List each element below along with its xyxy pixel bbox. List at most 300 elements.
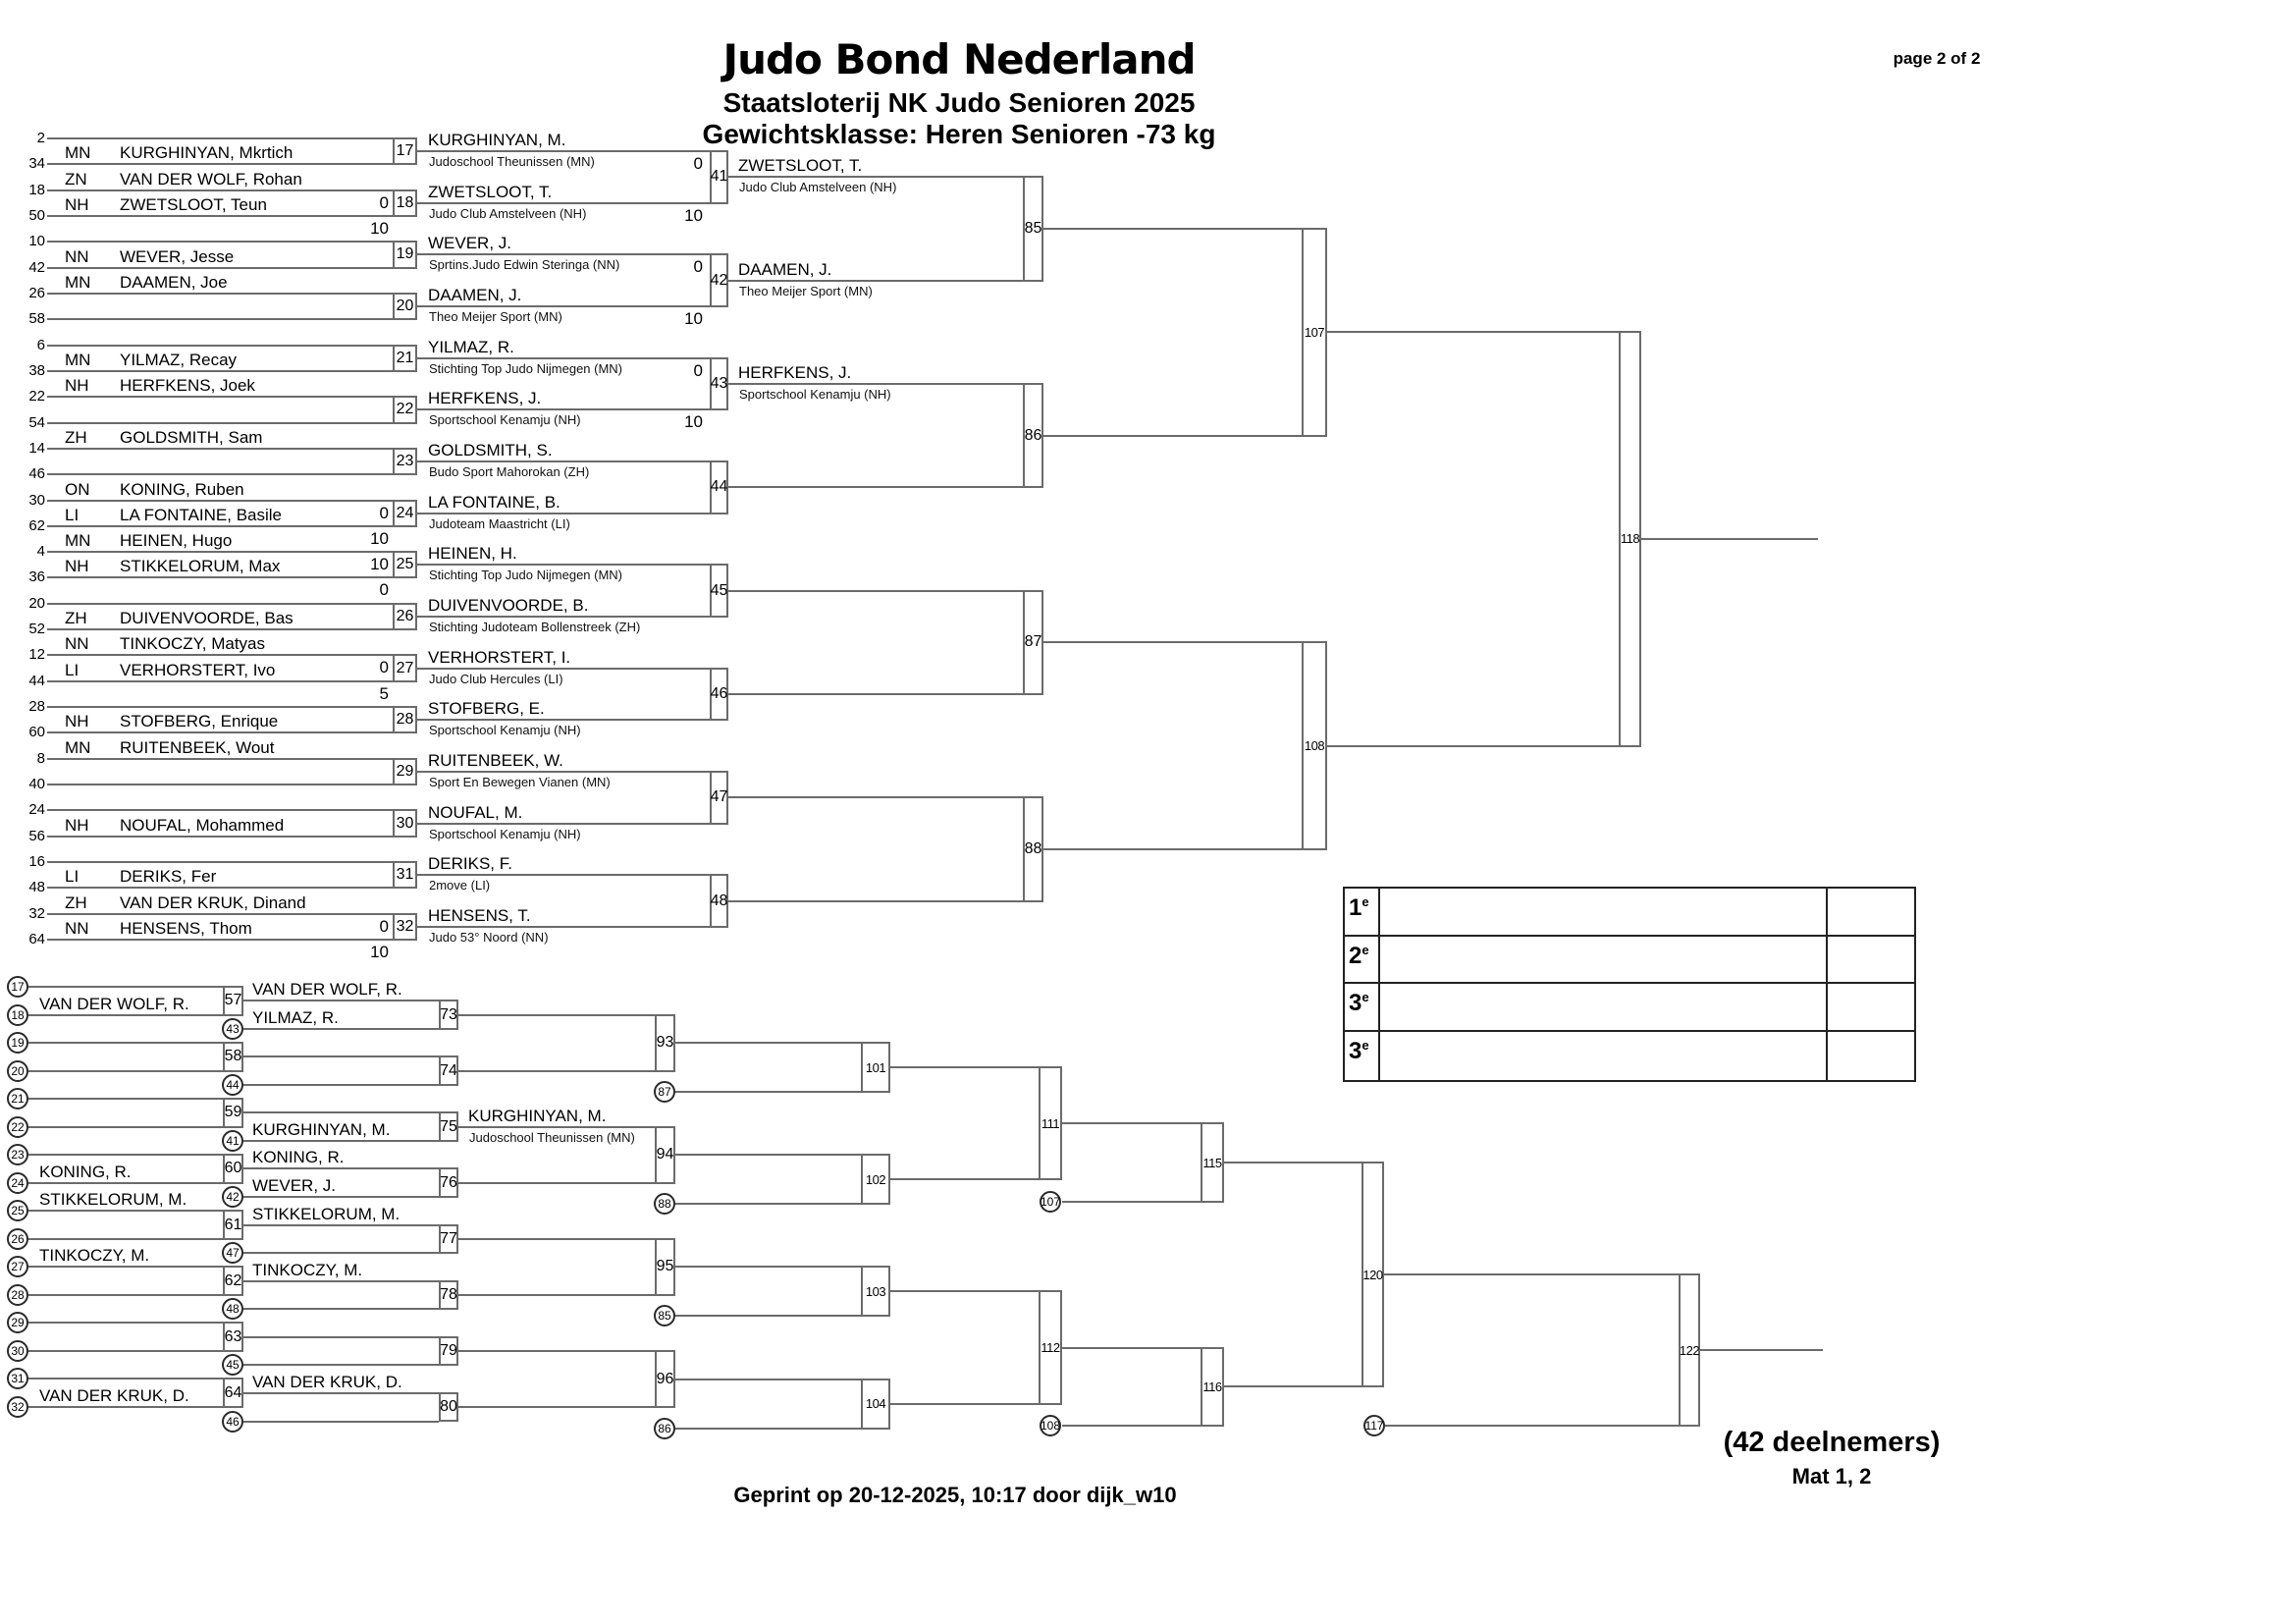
bracket-line bbox=[28, 1182, 223, 1184]
score-label: 0 bbox=[693, 154, 703, 174]
page-header bbox=[566, 35, 1352, 150]
seed-number: 26 bbox=[28, 284, 45, 301]
placement-name-cell-4 bbox=[1380, 1032, 1828, 1080]
match-number: 75 bbox=[440, 1117, 457, 1135]
bracket-line bbox=[28, 1210, 223, 1212]
player-name: RUITENBEEK, W. bbox=[428, 750, 563, 770]
player-name: HENSENS, Thom bbox=[120, 919, 252, 938]
bracket-line bbox=[47, 706, 393, 708]
player-name: VAN DER WOLF, Rohan bbox=[120, 169, 302, 189]
bracket-line bbox=[47, 680, 393, 682]
bracket-line bbox=[417, 305, 710, 307]
loser-drop-circle-86: 86 bbox=[654, 1418, 675, 1439]
club-label: Stichting Top Judo Nijmegen (MN) bbox=[429, 360, 623, 376]
match-box-60 bbox=[223, 1154, 243, 1184]
region-code: NH bbox=[65, 712, 89, 731]
club-label: Sprtins.Judo Edwin Steringa (NN) bbox=[429, 257, 620, 273]
match-box-107 bbox=[1302, 228, 1327, 437]
match-number: 80 bbox=[440, 1398, 457, 1416]
participants-count: (42 deelnemers) bbox=[1723, 1427, 1941, 1458]
bracket-line bbox=[728, 280, 1023, 282]
bracket-line bbox=[675, 1266, 861, 1268]
bracket-line bbox=[28, 1350, 223, 1352]
bracket-line bbox=[417, 564, 710, 566]
match-box-46 bbox=[710, 668, 728, 722]
player-name: YILMAZ, Recay bbox=[120, 350, 238, 369]
seed-number: 38 bbox=[28, 361, 45, 379]
score-label: 0 bbox=[379, 192, 389, 212]
player-name: WEVER, Jesse bbox=[120, 246, 235, 266]
bracket-line bbox=[47, 551, 393, 553]
placement-name-cell-2 bbox=[1380, 937, 1828, 983]
score-label: 0 bbox=[379, 580, 389, 600]
match-number: 112 bbox=[1041, 1340, 1060, 1356]
match-number: 61 bbox=[224, 1216, 242, 1233]
player-name: LA FONTAINE, Basile bbox=[120, 505, 283, 524]
loser-drop-circle-42: 42 bbox=[222, 1186, 243, 1208]
final-winner-line bbox=[1641, 538, 1818, 540]
bracket-line bbox=[417, 150, 710, 152]
score-label: 10 bbox=[370, 555, 389, 574]
match-number: 20 bbox=[396, 298, 414, 315]
loser-entry-circle-32: 32 bbox=[7, 1396, 28, 1418]
bracket-line bbox=[47, 189, 393, 191]
bracket-line bbox=[47, 836, 393, 838]
match-number: 115 bbox=[1202, 1155, 1222, 1170]
player-name: HENSENS, T. bbox=[428, 905, 531, 925]
match-number: 60 bbox=[224, 1160, 242, 1177]
match-box-95 bbox=[655, 1238, 675, 1296]
bracket-line bbox=[28, 1014, 223, 1016]
bracket-line bbox=[728, 900, 1023, 902]
player-name: STIKKELORUM, Max bbox=[120, 557, 281, 576]
club-label: Sportschool Kenamju (NH) bbox=[429, 826, 581, 841]
loser-entry-circle-19: 19 bbox=[7, 1032, 28, 1054]
bracket-line bbox=[458, 1406, 655, 1408]
bracket-line bbox=[890, 1403, 1039, 1405]
seed-number: 64 bbox=[28, 931, 45, 947]
bracket-line bbox=[1224, 1385, 1362, 1387]
bracket-line bbox=[47, 345, 393, 347]
match-box-59 bbox=[223, 1098, 243, 1128]
match-box-22 bbox=[393, 396, 417, 423]
region-code: MN bbox=[65, 350, 91, 369]
bracket-line bbox=[47, 809, 393, 811]
bracket-line bbox=[47, 861, 393, 863]
seed-number: 60 bbox=[28, 724, 45, 741]
player-name: DERIKS, F. bbox=[428, 854, 512, 874]
loser-drop-circle-47: 47 bbox=[222, 1242, 243, 1264]
seed-number: 30 bbox=[28, 491, 45, 509]
seed-number: 12 bbox=[28, 646, 45, 664]
loser-entry-circle-18: 18 bbox=[7, 1004, 28, 1026]
seed-number: 56 bbox=[28, 827, 45, 844]
score-label: 10 bbox=[370, 528, 389, 548]
placement-extra-cell-1 bbox=[1828, 889, 1914, 935]
repechage-player-name: KURGHINYAN, M. bbox=[252, 1120, 391, 1140]
print-info: Geprint op 20-12-2025, 10:17 door dijk_w10 bbox=[733, 1483, 1177, 1507]
match-number: 77 bbox=[440, 1229, 457, 1247]
match-box-64 bbox=[223, 1378, 243, 1408]
seed-number: 54 bbox=[28, 413, 45, 431]
player-name: KURGHINYAN, M. bbox=[428, 131, 566, 150]
bracket-line bbox=[47, 137, 393, 139]
match-number: 101 bbox=[865, 1059, 886, 1075]
match-number: 21 bbox=[396, 349, 414, 366]
match-box-122 bbox=[1679, 1273, 1700, 1427]
bracket-line bbox=[47, 422, 393, 424]
bracket-line bbox=[417, 408, 710, 410]
bracket-line bbox=[243, 1392, 439, 1394]
bracket-line bbox=[47, 241, 393, 243]
seed-number: 8 bbox=[36, 749, 45, 767]
loser-drop-circle-48: 48 bbox=[222, 1298, 243, 1320]
bracket-line bbox=[675, 1315, 861, 1317]
match-box-45 bbox=[710, 564, 728, 618]
bracket-line bbox=[47, 448, 393, 450]
match-box-103 bbox=[861, 1266, 890, 1317]
repechage-player-name: TINKOCZY, M. bbox=[252, 1260, 363, 1279]
match-number: 58 bbox=[224, 1048, 242, 1065]
match-box-24 bbox=[393, 500, 417, 527]
placement-extra-cell-3 bbox=[1828, 984, 1914, 1030]
match-box-43 bbox=[710, 357, 728, 411]
match-number: 18 bbox=[396, 193, 414, 211]
score-label: 0 bbox=[379, 503, 389, 522]
match-number: 28 bbox=[396, 711, 414, 729]
bracket-line bbox=[243, 1084, 439, 1086]
seed-number: 6 bbox=[36, 336, 45, 353]
match-box-85 bbox=[1023, 176, 1043, 281]
player-name: YILMAZ, R. bbox=[428, 337, 514, 356]
bracket-line bbox=[417, 460, 710, 462]
match-number: 30 bbox=[396, 814, 414, 832]
page-number: page 2 of 2 bbox=[1893, 49, 1981, 68]
match-number: 116 bbox=[1202, 1379, 1222, 1394]
bracket-line bbox=[417, 874, 710, 876]
loser-entry-circle-22: 22 bbox=[7, 1116, 28, 1138]
bracket-line bbox=[47, 784, 393, 785]
match-number: 85 bbox=[1024, 220, 1042, 238]
match-box-29 bbox=[393, 758, 417, 785]
seed-number: 34 bbox=[28, 155, 45, 173]
club-label: Theo Meijer Sport (MN) bbox=[429, 309, 562, 325]
match-box-61 bbox=[223, 1210, 243, 1240]
bracket-line bbox=[458, 1182, 655, 1184]
loser-drop-circle-117: 117 bbox=[1363, 1415, 1385, 1436]
loser-entry-circle-20: 20 bbox=[7, 1060, 28, 1082]
bracket-line bbox=[243, 1055, 439, 1057]
bracket-line bbox=[728, 796, 1023, 798]
seed-number: 24 bbox=[28, 801, 45, 819]
region-code: ZH bbox=[65, 893, 87, 912]
match-number: 27 bbox=[396, 659, 414, 676]
repechage-player-name: VAN DER WOLF, R. bbox=[252, 980, 402, 1000]
match-number: 118 bbox=[1620, 531, 1640, 547]
region-code: MN bbox=[65, 737, 91, 757]
bracket-line bbox=[47, 163, 393, 165]
bracket-line bbox=[1043, 641, 1302, 643]
match-number: 93 bbox=[656, 1034, 674, 1052]
loser-entry-circle-24: 24 bbox=[7, 1172, 28, 1194]
bracket-line bbox=[243, 1280, 439, 1282]
match-box-25 bbox=[393, 551, 417, 578]
bracket-line bbox=[243, 1336, 439, 1338]
loser-entry-circle-25: 25 bbox=[7, 1200, 28, 1221]
player-name: GOLDSMITH, S. bbox=[428, 441, 553, 460]
bracket-line bbox=[47, 525, 393, 527]
seed-number: 36 bbox=[28, 568, 45, 586]
club-label: Budo Sport Mahorokan (ZH) bbox=[429, 464, 590, 480]
seed-number: 48 bbox=[28, 879, 45, 896]
seed-number: 18 bbox=[28, 181, 45, 198]
seed-number: 52 bbox=[28, 621, 45, 638]
player-name: DAAMEN, Joe bbox=[120, 272, 228, 292]
category-title: Gewichtsklasse: Heren Senioren -73 kg bbox=[702, 119, 1216, 149]
match-box-47 bbox=[710, 771, 728, 825]
repechage-player-name: YILMAZ, R. bbox=[252, 1008, 339, 1028]
match-number: 24 bbox=[396, 504, 414, 521]
bracket-line bbox=[1062, 1425, 1201, 1427]
match-box-104 bbox=[861, 1379, 890, 1430]
score-label: 10 bbox=[684, 309, 703, 329]
match-number: 23 bbox=[396, 453, 414, 470]
match-box-74 bbox=[439, 1055, 458, 1086]
repechage-entry-name: VAN DER WOLF, R. bbox=[39, 994, 189, 1013]
placement-row-3 bbox=[1345, 984, 1914, 1032]
match-number: 63 bbox=[224, 1327, 242, 1345]
region-code: ON bbox=[65, 479, 90, 499]
seed-number: 44 bbox=[28, 672, 45, 689]
loser-entry-circle-21: 21 bbox=[7, 1088, 28, 1109]
match-box-86 bbox=[1023, 383, 1043, 488]
bracket-line bbox=[675, 1042, 861, 1044]
match-box-120 bbox=[1362, 1162, 1384, 1387]
match-number: 94 bbox=[656, 1146, 674, 1163]
score-label: 10 bbox=[370, 943, 389, 961]
bracket-line bbox=[28, 1098, 223, 1100]
bracket-line bbox=[28, 1266, 223, 1268]
bracket-line bbox=[28, 1322, 223, 1324]
player-name: ZWETSLOOT, Teun bbox=[120, 194, 267, 214]
bracket-line bbox=[47, 473, 393, 475]
region-code: ZH bbox=[65, 609, 87, 628]
match-number: 29 bbox=[396, 762, 414, 780]
match-number: 104 bbox=[865, 1396, 886, 1412]
player-name: DUIVENVOORDE, Bas bbox=[120, 609, 294, 628]
seed-number: 22 bbox=[28, 388, 45, 406]
bracket-line bbox=[1062, 1347, 1201, 1349]
match-box-27 bbox=[393, 654, 417, 681]
bracket-line bbox=[417, 253, 710, 255]
bracket-line bbox=[47, 939, 393, 941]
match-box-79 bbox=[439, 1336, 458, 1367]
match-number: 17 bbox=[396, 142, 414, 160]
match-box-111 bbox=[1039, 1066, 1062, 1180]
match-number: 103 bbox=[865, 1283, 886, 1299]
bracket-line bbox=[243, 1308, 439, 1310]
bracket-line bbox=[1385, 1425, 1679, 1427]
player-name: DAAMEN, J. bbox=[738, 259, 832, 279]
bracket-line bbox=[47, 293, 393, 295]
match-box-102 bbox=[861, 1154, 890, 1205]
bracket-line bbox=[1062, 1201, 1201, 1203]
bracket-line bbox=[1224, 1162, 1362, 1163]
player-name: HERFKENS, Joek bbox=[120, 376, 255, 396]
region-code: NN bbox=[65, 919, 89, 938]
region-code: NH bbox=[65, 376, 89, 396]
club-label: Theo Meijer Sport (MN) bbox=[739, 283, 873, 298]
bracket-line bbox=[243, 1000, 439, 1001]
player-name: DERIKS, Fer bbox=[120, 867, 217, 887]
region-code: ZN bbox=[65, 169, 87, 189]
player-name: GOLDSMITH, Sam bbox=[120, 427, 263, 447]
bracket-line bbox=[417, 616, 710, 618]
seed-number: 16 bbox=[28, 853, 45, 871]
player-name: ZWETSLOOT, T. bbox=[738, 156, 863, 176]
seed-number: 2 bbox=[36, 130, 45, 146]
match-box-32 bbox=[393, 913, 417, 941]
bracket-line bbox=[28, 1126, 223, 1128]
bracket-line bbox=[47, 500, 393, 502]
loser-drop-circle-88: 88 bbox=[654, 1193, 675, 1215]
bracket-line bbox=[728, 176, 1023, 178]
loser-drop-circle-43: 43 bbox=[222, 1018, 243, 1040]
match-number: 41 bbox=[710, 168, 728, 186]
placement-extra-cell-2 bbox=[1828, 937, 1914, 983]
club-label: Judo 53° Noord (NN) bbox=[429, 929, 549, 945]
match-box-42 bbox=[710, 253, 728, 307]
repechage-winner-line bbox=[1700, 1349, 1823, 1351]
match-number: 73 bbox=[440, 1005, 457, 1023]
match-number: 96 bbox=[656, 1370, 674, 1387]
seed-number: 4 bbox=[36, 543, 45, 561]
loser-entry-circle-29: 29 bbox=[7, 1312, 28, 1333]
bracket-line bbox=[28, 1406, 223, 1408]
match-box-108 bbox=[1302, 641, 1327, 850]
bracket-line bbox=[47, 267, 393, 269]
player-name: HEINEN, H. bbox=[428, 544, 517, 564]
loser-entry-circle-31: 31 bbox=[7, 1368, 28, 1389]
loser-entry-circle-23: 23 bbox=[7, 1144, 28, 1165]
match-box-96 bbox=[655, 1350, 675, 1408]
region-code: LI bbox=[65, 505, 80, 524]
match-box-17 bbox=[393, 137, 417, 165]
score-label: 0 bbox=[693, 360, 703, 380]
bracket-line bbox=[47, 370, 393, 372]
bracket-line bbox=[675, 1091, 861, 1093]
seed-number: 40 bbox=[28, 776, 45, 793]
match-number: 107 bbox=[1304, 324, 1325, 340]
bracket-line bbox=[28, 986, 223, 988]
bracket-line bbox=[728, 486, 1023, 488]
bracket-line bbox=[728, 383, 1023, 385]
bracket-line bbox=[47, 913, 393, 915]
region-code: NN bbox=[65, 634, 89, 654]
match-number: 88 bbox=[1024, 839, 1042, 857]
match-number: 48 bbox=[710, 892, 728, 909]
player-name: KONING, Ruben bbox=[120, 479, 244, 499]
bracket-line bbox=[243, 1421, 439, 1423]
player-name: KURGHINYAN, Mkrtich bbox=[120, 143, 294, 163]
placement-name-cell-1 bbox=[1380, 889, 1828, 935]
bracket-line bbox=[1043, 228, 1302, 230]
bracket-line bbox=[728, 590, 1023, 592]
score-label: 0 bbox=[379, 916, 389, 936]
bracket-line bbox=[417, 719, 710, 721]
match-box-115 bbox=[1201, 1122, 1224, 1203]
region-code: MN bbox=[65, 531, 91, 551]
match-number: 79 bbox=[440, 1342, 457, 1360]
match-box-44 bbox=[710, 460, 728, 514]
match-box-75 bbox=[439, 1111, 458, 1142]
player-name: LA FONTAINE, B. bbox=[428, 492, 561, 512]
match-number: 59 bbox=[224, 1104, 242, 1121]
bracket-line bbox=[890, 1066, 1039, 1068]
bracket-line bbox=[1327, 331, 1619, 333]
club-label: Sportschool Kenamju (NH) bbox=[429, 723, 581, 738]
bracket-line bbox=[47, 396, 393, 398]
match-box-41 bbox=[710, 150, 728, 204]
club-label: Judo Club Hercules (LI) bbox=[429, 671, 563, 686]
club-label: Stichting Judoteam Bollenstreek (ZH) bbox=[429, 619, 641, 634]
bracket-line bbox=[47, 731, 393, 733]
match-box-63 bbox=[223, 1322, 243, 1352]
region-code: MN bbox=[65, 143, 91, 163]
match-box-62 bbox=[223, 1266, 243, 1296]
bracket-line bbox=[417, 357, 710, 359]
loser-drop-circle-107: 107 bbox=[1040, 1191, 1061, 1213]
score-label: 5 bbox=[379, 683, 389, 703]
seed-number: 58 bbox=[28, 310, 45, 328]
club-label: Judoschool Theunissen (MN) bbox=[429, 154, 595, 170]
match-number: 108 bbox=[1304, 738, 1325, 754]
match-number: 46 bbox=[710, 684, 728, 702]
repechage-entry-name: VAN DER KRUK, D. bbox=[39, 1386, 189, 1405]
match-box-31 bbox=[393, 861, 417, 889]
bracket-line bbox=[890, 1290, 1039, 1292]
bracket-line bbox=[417, 771, 710, 773]
score-label: 10 bbox=[684, 412, 703, 432]
match-number: 64 bbox=[224, 1383, 242, 1401]
match-box-20 bbox=[393, 293, 417, 320]
loser-drop-circle-45: 45 bbox=[222, 1354, 243, 1376]
match-number: 86 bbox=[1024, 426, 1042, 444]
bracket-line bbox=[243, 1028, 439, 1030]
seed-number: 14 bbox=[28, 439, 45, 457]
repechage-player-name: KURGHINYAN, M. bbox=[468, 1106, 607, 1125]
match-number: 47 bbox=[710, 788, 728, 806]
bracket-line bbox=[458, 1294, 655, 1296]
bracket-line bbox=[417, 823, 710, 825]
bracket-line bbox=[28, 1042, 223, 1044]
bracket-line bbox=[243, 1167, 439, 1169]
repechage-player-name: STIKKELORUM, M. bbox=[252, 1204, 400, 1223]
match-number: 44 bbox=[710, 478, 728, 496]
bracket-line bbox=[28, 1070, 223, 1072]
bracket-line bbox=[28, 1378, 223, 1380]
loser-entry-circle-26: 26 bbox=[7, 1228, 28, 1250]
match-number: 45 bbox=[710, 581, 728, 599]
match-box-93 bbox=[655, 1014, 675, 1072]
loser-entry-circle-30: 30 bbox=[7, 1340, 28, 1362]
bracket-line bbox=[1043, 848, 1302, 850]
bracket-line bbox=[458, 1014, 655, 1016]
player-name: STOFBERG, E. bbox=[428, 699, 545, 719]
bracket-line bbox=[1043, 435, 1302, 437]
bracket-line bbox=[243, 1140, 439, 1142]
region-code: NH bbox=[65, 557, 89, 576]
